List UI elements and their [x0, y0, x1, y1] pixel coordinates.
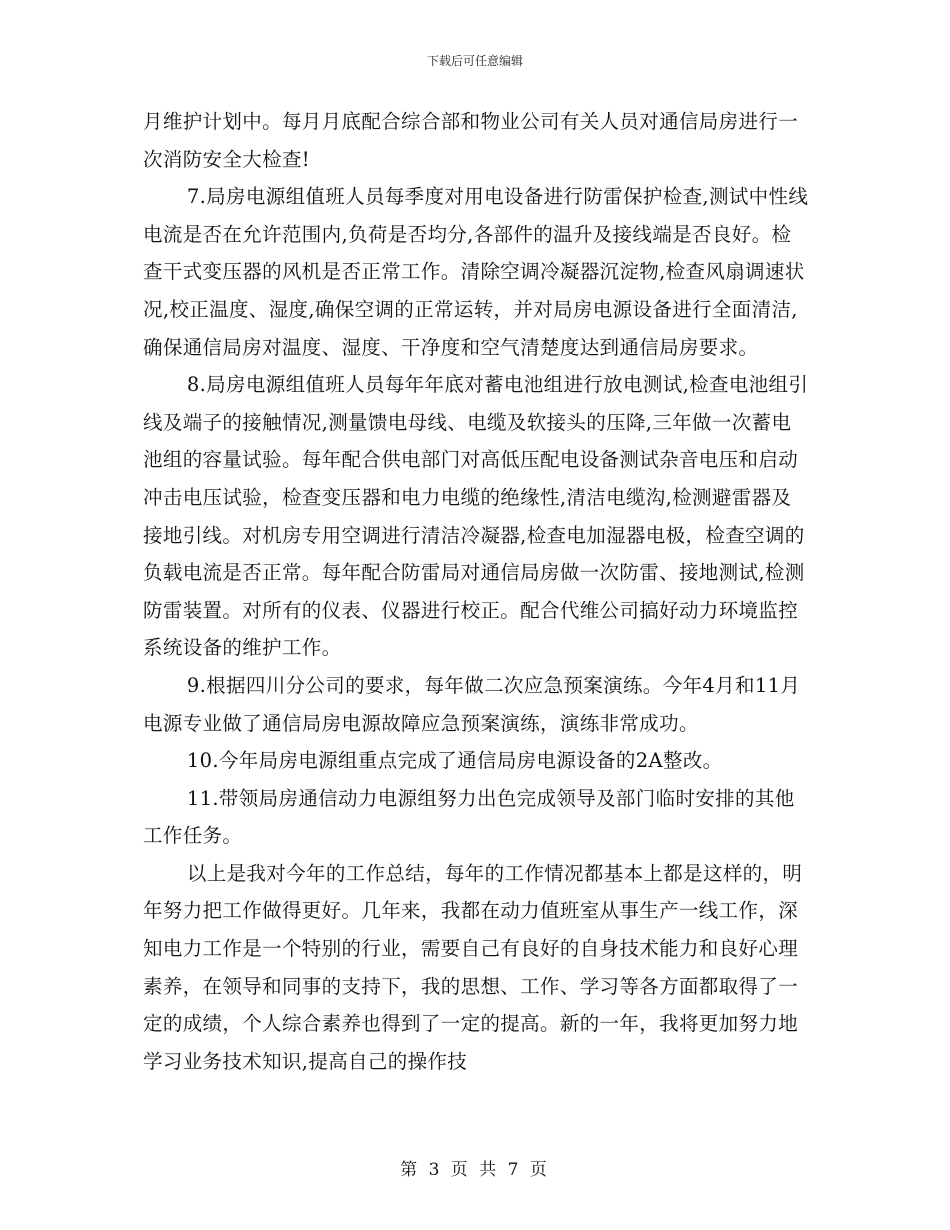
paragraph-item-9: 9.根据四川分公司的要求，每年做二次应急预案演练。今年4月和11月电源专业做了通信局房电源故障应急预案演练，演练非常成功。 [143, 673, 801, 735]
paragraph-item-11: 11.带领局房通信动力电源组努力出色完成领导及部门临时安排的其他工作任务。 [143, 786, 795, 848]
paragraph-item-8: 8.局房电源组值班人员每年年底对蓄电池组进行放电测试,检查电池组引线及端子的接触情况,测量馈电母线、电缆及软接头的压降,三年做一次蓄电池组的容量试验。每年配合供电部门对高低压配电设备测试杂音电压和启动冲击电压试验，检查变压器和电力电缆的绝缘性,清洁电缆沟,检测避雷器及接地引线。对机房专用空调进行清洁冷凝器,检查电加湿器电极，检查空调的负载电流是否正常。每年配合防雷局对通信局房做一次防雷、接地测试,检测防雷装置。对所有的仪表、仪器进行校正。配合代维公司搞好动力环境监控系统设备的维护工作。 [143, 373, 809, 660]
paragraph-summary: 以上是我对今年的工作总结，每年的工作情况都基本上都是这样的，明年努力把工作做得更好。几年来，我都在动力值班室从事生产一线工作，深知电力工作是一个特别的行业，需要自己有良好的自身技术能力和良好心理素养，在领导和同事的支持下，我的思想、工作、学习等各方面都取得了一定的成绩，个人综合素养也得到了一定的提高。新的一年，我将更加努力地学习业务技术知识,提高自己的操作技 [143, 861, 803, 1073]
page-number: 第 3 页 共 7 页 [400, 1160, 550, 1180]
page-header: 下载后可任意编辑 [426, 54, 523, 68]
paragraph-continuation: 月维护计划中。每月月底配合综合部和物业公司有关人员对通信局房进行一次消防安全大检查! [143, 110, 799, 171]
document-body [143, 103, 809, 1080]
paragraph-item-7: 7.局房电源组值班人员每季度对用电设备进行防雷保护检查,测试中性线电流是否在允许范围内,负荷是否均分,各部件的温升及接线端是否良好。检查干式变压器的风机是否正常工作。清除空调冷凝器沉淀物,检查风扇调速状况,校正温度、湿度,确保空调的正常运转，并对局房电源设备进行全面清洁,确保通信局房对温度、湿度、干净度和空气清楚度达到通信局房要求。 [143, 185, 809, 359]
paragraph-item-10: 10.今年局房电源组重点完成了通信局房电源设备的2A整改。 [186, 749, 723, 773]
